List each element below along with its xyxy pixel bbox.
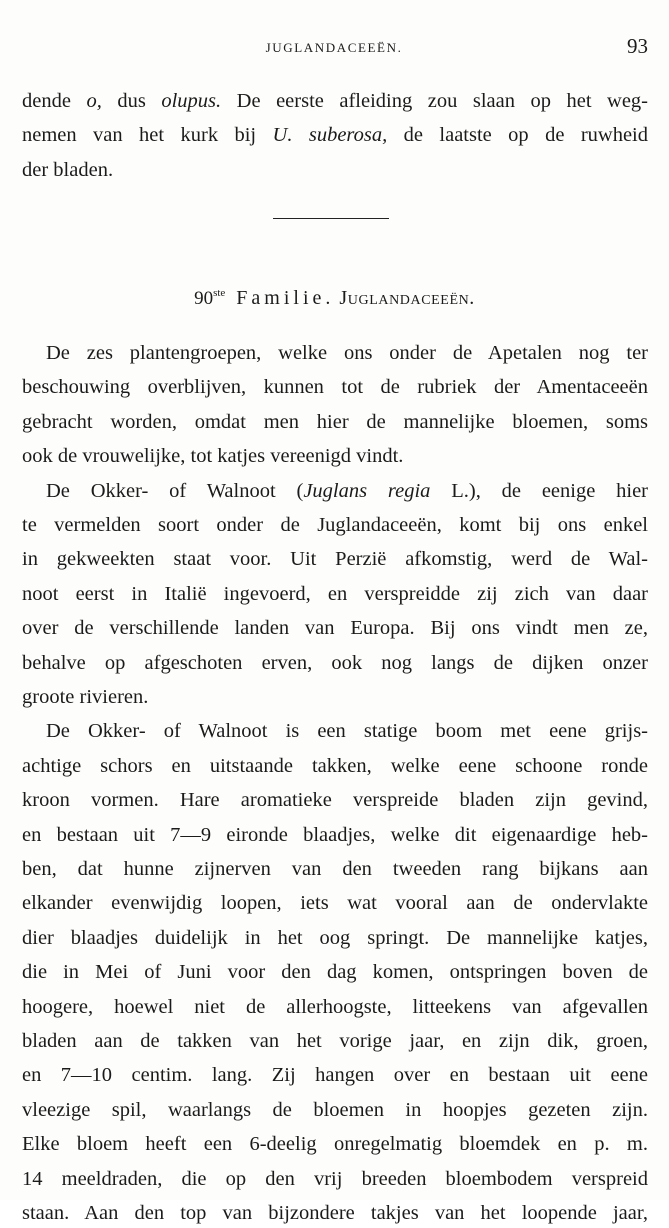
family-ordinal: 90 [194,288,214,309]
family-heading [0,278,669,314]
text-line [22,441,648,471]
text-line [22,1095,648,1125]
text-run: elkander evenwijdig loopen, iets wat vooral aan de ondervlakte [22,892,648,915]
running-title: JUGLANDACEEËN. [265,40,403,55]
text-run: de laatste op de ruwheid [387,124,648,147]
text-line [22,372,648,402]
text-line [22,1060,648,1090]
text-run: hoogere, hoewel niet de allerhoogste, litteekens van afgevallen [22,995,648,1018]
text-line [22,888,648,918]
text-line [22,785,648,815]
text-line [22,155,648,185]
text-run: ook de vrouwelijke, tot katjes vereenigd vindt. [22,445,404,468]
text-run: ben, dat hunne zijnerven van den tweeden rang bijkans aan [22,858,648,880]
italic-text: U. suberosa, [272,124,388,147]
text-run: behalve op afgeschoten erven, ook nog langs de dijken onzer [22,651,648,674]
text-line [46,476,648,506]
italic-text: olupus. [161,90,222,112]
text-run: De zes plantengroepen, welke ons onder de Apetalen nog ter [46,342,648,364]
text-line [22,86,648,116]
text-run: gebracht worden, omdat men hier de mannelijke bloemen, soms [22,410,648,433]
text-run: en 7—10 centim. lang. Zij hangen over en bestaan uit eene [22,1064,648,1087]
text-line [22,682,648,712]
italic-text: Juglans regia [303,479,431,502]
text-run: staan. Aan den top van bijzondere takjes van het loopende jaar, [22,1202,648,1224]
text-line [22,957,648,987]
text-line [22,510,648,540]
text-line [22,120,648,150]
text-run: beschouwing overblijven, kunnen tot de rubriek der Amentaceeën [22,376,648,399]
text-line [22,1198,648,1228]
text-line [22,751,648,781]
text-run: L.), de eenige hier [430,479,648,502]
text-run: en bestaan uit 7—9 eironde blaadjes, welke dit eigenaardige heb- [22,823,648,846]
text-run: dende [22,90,87,112]
text-line [46,716,648,746]
text-run: over de verschillende landen van Europa. Bij ons vindt men ze, [22,617,648,640]
text-line [22,854,648,884]
text-run: dus [101,90,162,112]
text-line [22,648,648,678]
text-line [22,407,648,437]
family-word: Familie. [236,287,335,309]
text-run: De eerste afleiding zou slaan op het weg- [221,90,648,112]
text-line [22,923,648,953]
text-line [22,1164,648,1194]
text-run: achtige schors en uitstaande takken, welke eene schoone ronde [22,754,648,777]
text-run: vleezige spil, waarlangs de bloemen in hoopjes gezeten zijn. [22,1098,648,1121]
text-line [22,544,648,574]
family-name: Juglandaceeën. [339,287,475,309]
text-line [22,1026,648,1056]
text-line [22,613,648,643]
text-run: De Okker- of Walnoot ( [46,479,304,502]
text-run: die in Mei of Juni voor den dag komen, ontspringen boven de [22,961,648,984]
text-run: dier blaadjes duidelijk in het oog springt. De mannelijke katjes, [22,926,648,949]
text-run: kroon vormen. Hare aromatieke verspreide bladen zijn gevind, [22,789,648,812]
text-run: nemen van het kurk bij [22,124,273,147]
text-run: in gekweekten staat voor. Uit Perzië afkomstig, werd de Wal- [22,548,648,571]
text-line [22,820,648,850]
text-run: der bladen. [22,158,114,181]
text-run: Elke bloem heeft een 6-deelig onregelmatig bloemdek en p. m. [22,1133,648,1156]
text-line [22,992,648,1022]
text-run: 14 meeldraden, die op den vrij breeden bloembodem verspreid [22,1167,648,1190]
page-number: 93 [627,34,648,58]
text-run: noot eerst in Italië ingevoerd, en verspreidde zij zich van daar [22,582,648,605]
text-run: De Okker- of Walnoot is een statige boom met eene grijs- [46,720,648,743]
section-divider [273,218,389,219]
text-run: bladen aan de takken van het vorige jaar, en zijn dik, groen, [22,1030,648,1052]
text-run: groote rivieren. [22,686,149,708]
text-run: te vermelden soort onder de Juglandaceeën, komt bij ons enkel [22,514,648,536]
text-line [46,338,648,368]
family-ordinal-suffix: ste [213,287,226,299]
text-line [22,579,648,609]
text-line [22,1129,648,1159]
running-header [20,34,648,60]
italic-text: o, [86,90,102,112]
